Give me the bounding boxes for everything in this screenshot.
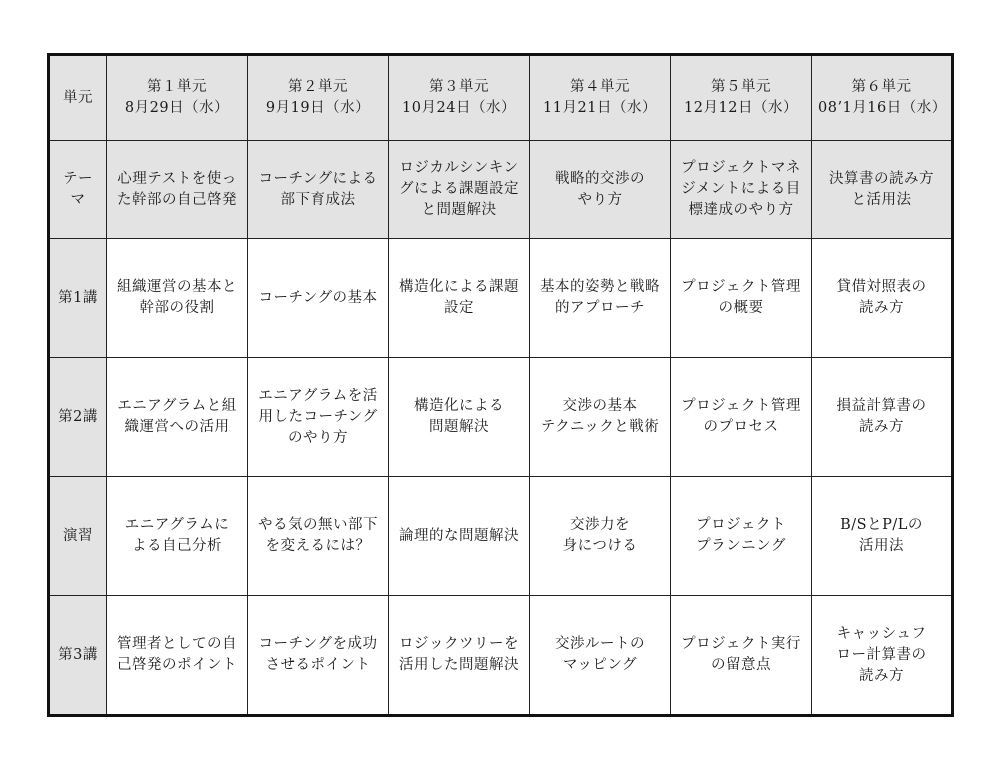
session-cell bbox=[107, 477, 248, 596]
session-cell bbox=[812, 477, 953, 596]
cell-line: エニアグラムを活 bbox=[258, 387, 378, 404]
session-cell bbox=[107, 239, 248, 358]
session-cell bbox=[107, 596, 248, 716]
cell-line: と活用法 bbox=[851, 191, 912, 208]
theme-cell-6 bbox=[812, 141, 953, 239]
unit-title: 第６単元 bbox=[851, 79, 912, 95]
training-schedule-table bbox=[47, 53, 954, 717]
unit-header-3 bbox=[389, 55, 530, 141]
theme-cell-2 bbox=[248, 141, 389, 239]
session-cell bbox=[107, 358, 248, 477]
cell-line: キャッシュフ bbox=[836, 625, 927, 642]
cell-line: やり方 bbox=[577, 191, 623, 208]
session-cell bbox=[671, 477, 812, 596]
cell-line: 身につける bbox=[562, 538, 638, 554]
session-cell bbox=[530, 477, 671, 596]
cell-line: プロジェクトマネ bbox=[681, 160, 801, 176]
cell-line: コーチングの基本 bbox=[258, 289, 378, 306]
cell-line: のやり方 bbox=[288, 429, 348, 446]
session-cell bbox=[389, 239, 530, 358]
session-cell bbox=[389, 596, 530, 716]
row-label: 第2講 bbox=[49, 358, 107, 477]
unit-date: 8月29日（水） bbox=[124, 100, 230, 116]
session-cell bbox=[248, 477, 389, 596]
cell-line: ロジカルシンキン bbox=[399, 160, 519, 176]
session-cell bbox=[389, 477, 530, 596]
lecture-row-1 bbox=[49, 239, 953, 358]
theme-cell-4 bbox=[530, 141, 671, 239]
unit-title: 第５単元 bbox=[711, 79, 771, 95]
cell-line: を変えるには？ bbox=[265, 538, 371, 554]
row-label: 第3講 bbox=[49, 596, 107, 716]
theme-cell-1 bbox=[107, 141, 248, 239]
session-cell bbox=[812, 596, 953, 716]
cell-line: 幹部の役割 bbox=[139, 300, 215, 316]
session-cell bbox=[248, 596, 389, 716]
lecture-row-3 bbox=[49, 596, 953, 716]
session-cell bbox=[248, 239, 389, 358]
row-label: 演習 bbox=[49, 477, 107, 596]
cell-line: 心理テストを使っ bbox=[117, 170, 237, 187]
header-row bbox=[49, 55, 953, 141]
cell-line: の概要 bbox=[718, 300, 764, 316]
cell-line: 論理的な問題解決 bbox=[399, 527, 519, 544]
cell-line: プランニング bbox=[696, 538, 786, 554]
theme-row bbox=[49, 141, 953, 239]
theme-cell-5 bbox=[671, 141, 812, 239]
cell-line: 交渉の基本 bbox=[562, 398, 638, 414]
cell-line: 戦略的交渉の bbox=[555, 170, 645, 187]
theme-label-line: マ bbox=[70, 191, 86, 208]
cell-line: 設定 bbox=[444, 300, 474, 316]
cell-line: マッピング bbox=[562, 657, 638, 673]
cell-line: 活用した問題解決 bbox=[399, 657, 519, 673]
cell-line: 読み方 bbox=[859, 667, 904, 684]
cell-line: コーチングを成功 bbox=[258, 636, 378, 652]
cell-line: た幹部の自己啓発 bbox=[117, 191, 237, 208]
session-cell bbox=[812, 358, 953, 477]
unit-title: 第１単元 bbox=[147, 79, 207, 95]
unit-date: 9月19日（水） bbox=[265, 100, 371, 116]
unit-header-4 bbox=[530, 55, 671, 141]
theme-cell-3 bbox=[389, 141, 530, 239]
unit-header-1 bbox=[107, 55, 248, 141]
cell-line: プロジェクト bbox=[696, 517, 786, 533]
row-label: 第1講 bbox=[49, 239, 107, 358]
cell-line: 活用法 bbox=[859, 538, 904, 554]
unit-date: 10月24日（水） bbox=[402, 100, 516, 116]
cell-line: 問題解決 bbox=[429, 419, 489, 435]
cell-line: 読み方 bbox=[859, 419, 904, 435]
cell-line: と問題解決 bbox=[421, 202, 497, 218]
unit-header-2 bbox=[248, 55, 389, 141]
cell-line: 交渉力を bbox=[570, 517, 630, 533]
cell-line: エニアグラムに bbox=[124, 517, 230, 533]
unit-date: 12月12日（水） bbox=[684, 100, 798, 116]
theme-label-line: テー bbox=[63, 170, 93, 187]
session-cell bbox=[812, 239, 953, 358]
cell-line: テクニックと戦術 bbox=[540, 419, 660, 435]
cell-line: 損益計算書の bbox=[836, 398, 927, 414]
cell-line: 決算書の読み方 bbox=[829, 170, 934, 187]
cell-line: プロジェクト管理 bbox=[681, 398, 801, 414]
session-cell bbox=[530, 239, 671, 358]
cell-line: 読み方 bbox=[859, 300, 904, 316]
cell-line: ジメントによる目 bbox=[681, 181, 801, 197]
cell-line: 組織運営の基本と bbox=[117, 279, 237, 295]
cell-line: 管理者としての自 bbox=[117, 636, 237, 652]
cell-line: 構造化による課題 bbox=[399, 279, 519, 295]
cell-line: よる自己分析 bbox=[132, 538, 222, 554]
lecture-row-2 bbox=[49, 358, 953, 477]
corner-label: 単元 bbox=[49, 55, 107, 141]
cell-line: コーチングによる bbox=[258, 170, 378, 187]
unit-title: 第４単元 bbox=[570, 79, 630, 95]
cell-line: B/SとP/Lの bbox=[840, 517, 923, 533]
cell-line: ロジックツリーを bbox=[399, 636, 519, 652]
session-cell bbox=[671, 596, 812, 716]
session-cell bbox=[671, 239, 812, 358]
unit-title: 第３単元 bbox=[429, 79, 489, 95]
cell-line: させるポイント bbox=[265, 657, 371, 673]
unit-header-5 bbox=[671, 55, 812, 141]
session-cell bbox=[389, 358, 530, 477]
cell-line: 用したコーチング bbox=[258, 408, 378, 425]
unit-date: 08’1月16日（水） bbox=[818, 100, 947, 116]
cell-line: グによる課題設定 bbox=[399, 181, 519, 197]
theme-label bbox=[49, 141, 107, 239]
session-cell bbox=[530, 596, 671, 716]
cell-line: 構造化による bbox=[414, 398, 504, 414]
cell-line: のプロセス bbox=[703, 419, 779, 435]
unit-date: 11月21日（水） bbox=[543, 100, 657, 116]
unit-header-6 bbox=[812, 55, 953, 141]
session-cell bbox=[671, 358, 812, 477]
cell-line: やる気の無い部下 bbox=[258, 517, 378, 533]
unit-title: 第２単元 bbox=[288, 79, 348, 95]
cell-line: 部下育成法 bbox=[280, 191, 356, 208]
cell-line: ロー計算書の bbox=[836, 646, 927, 663]
cell-line: プロジェクト実行 bbox=[681, 636, 801, 652]
cell-line: エニアグラムと組 bbox=[117, 398, 237, 414]
session-cell bbox=[248, 358, 389, 477]
cell-line: 基本的姿勢と戦略 bbox=[540, 279, 660, 295]
cell-line: 織運営への活用 bbox=[124, 419, 230, 435]
cell-line: 己啓発のポイント bbox=[117, 657, 237, 673]
cell-line: の留意点 bbox=[711, 657, 771, 673]
cell-line: 交渉ルートの bbox=[555, 636, 645, 652]
cell-line: 貸借対照表の bbox=[836, 279, 927, 295]
cell-line: 的アプローチ bbox=[555, 300, 645, 316]
exercise-row bbox=[49, 477, 953, 596]
cell-line: 標達成のやり方 bbox=[688, 202, 794, 218]
cell-line: プロジェクト管理 bbox=[681, 279, 801, 295]
session-cell bbox=[530, 358, 671, 477]
